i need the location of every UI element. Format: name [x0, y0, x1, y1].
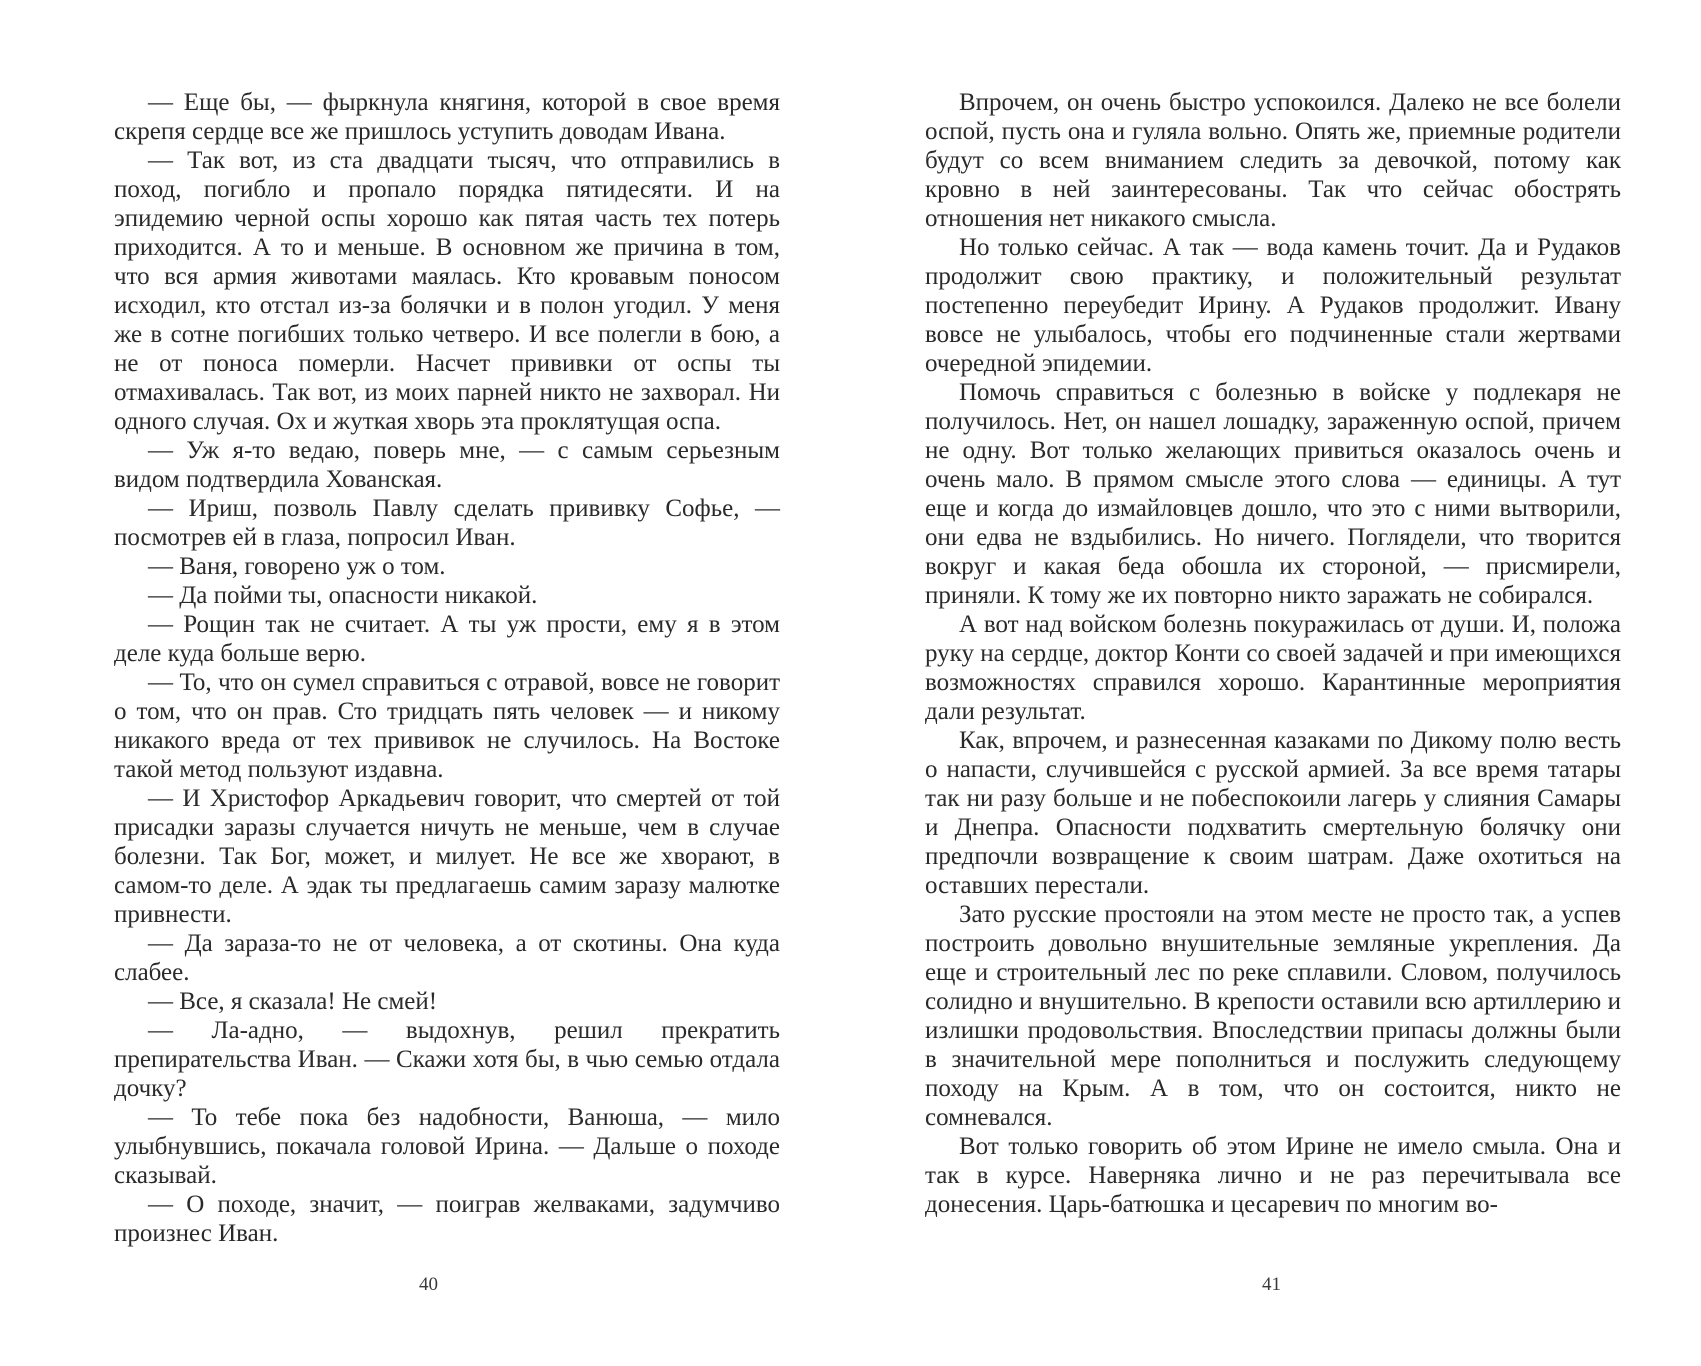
paragraph: — О походе, значит, — поиграв желваками, задумчиво произнес Иван.: [114, 1191, 780, 1247]
paragraph: — Ириш, позволь Павлу сделать прививку Софье, — посмотрев ей в глаза, попросил Иван.: [114, 495, 780, 551]
page-number-left: 40: [419, 1274, 438, 1295]
paragraph: — Уж я-то ведаю, поверь мне, — с самым серьезным видом подтвердила Хованская.: [114, 437, 780, 493]
right-page-text: [925, 88, 1621, 1219]
paragraph: — Все, я сказала! Не смей!: [148, 988, 438, 1015]
paragraph: — Так вот, из ста двадцати тысяч, что отправились в поход, погибло и пропало порядка пятидесяти. И на эпидемию черной оспы хорошо как пятая часть тех потерь приходится. А то и меньше. В основном же причина в том, что вся армия животами маялась. Кто кровавым поносом исходил, кто отстал из-за болячки и в полон угодил. У меня же в сотне погибших только четверо. И все полегли в бою, а не от поноса померли. Насчет прививки от оспы ты отмахивалась. Так вот, из моих парней никто не захворал. Ни одного случая. Ох и жуткая хворь эта проклятущая оспа.: [114, 147, 780, 435]
paragraph: Но только сейчас. А так — вода камень точит. Да и Рудаков продолжит свою практику, и положительный результат постепенно переубедит Ирину. А Рудаков продолжит. Ивану вовсе не улыбалось, чтобы его подчиненные стали жертвами очередной эпидемии.: [925, 234, 1621, 377]
paragraph: — Да зараза-то не от человека, а от скотины. Она куда слабее.: [114, 930, 780, 986]
paragraph: Вот только говорить об этом Ирине не имело смыла. Она и так в курсе. Наверняка лично и не раз перечитывала все донесения. Царь-батюшка и цесаревич по многим во-: [925, 1133, 1621, 1218]
paragraph: Впрочем, он очень быстро успокоился. Далеко не все болели оспой, пусть она и гуляла вольно. Опять же, приемные родители будут со всем вниманием следить за девочкой, потому как кровно в ней заинтересованы. Так что сейчас обострять отношения нет никакого смысла.: [925, 89, 1621, 232]
paragraph: — Ла-адно, — выдохнув, решил прекратить препирательства Иван. — Скажи хотя бы, в чью семью отдала дочку?: [114, 1017, 780, 1102]
right-page: [925, 88, 1621, 1219]
paragraph: — И Христофор Аркадьевич говорит, что смертей от той присадки заразы случается ничуть не меньше, чем в случае болезни. Так Бог, может, и милует. Не все же хворают, в самом-то деле. А эдак ты предлагаешь самим заразу малютке привнести.: [114, 785, 780, 928]
paragraph: — Еще бы, — фыркнула княгиня, которой в свое время скрепя сердце все же пришлось уступить доводам Ивана.: [114, 89, 780, 145]
paragraph: — То тебе пока без надобности, Ванюша, — мило улыбнувшись, покачала головой Ирина. — Дальше о походе сказывай.: [114, 1104, 780, 1189]
left-page: [114, 88, 780, 1248]
paragraph: — Ваня, говорено уж о том.: [148, 553, 446, 580]
paragraph: Как, впрочем, и разнесенная казаками по Дикому полю весть о напасти, случившейся с русской армией. За все время татары так ни разу больше и не побеспокоили лагерь у слияния Самары и Днепра. Опасности подхватить смертельную болячку они предпочли возвращение к своим шатрам. Даже охотиться на оставших перестали.: [925, 727, 1621, 899]
paragraph: — Рощин так не считает. А ты уж прости, ему я в этом деле куда больше верю.: [114, 611, 780, 667]
paragraph: Помочь справиться с болезнью в войске у подлекаря не получилось. Нет, он нашел лошадку, зараженную оспой, причем не одну. Вот только желающих привиться оказалось очень и очень мало. В прямом смысле этого слова — единицы. А тут еще и когда до измайловцев дошло, что это с ними вытворили, они едва не вздыбились. Но ничего. Поглядели, что творится вокруг и какая беда обошла их стороной, — присмирели, приняли. К тому же их повторно никто заражать не собирался.: [925, 379, 1621, 609]
paragraph: — То, что он сумел справиться с отравой, вовсе не говорит о том, что он прав. Сто тридцать пять человек — и никому никакого вреда от тех прививок не случилось. На Востоке такой метод пользуют издавна.: [114, 669, 780, 783]
paragraph: А вот над войском болезнь покуражилась от души. И, положа руку на сердце, доктор Конти со своей задачей и при имеющихся возможностях справился хорошо. Карантинные мероприятия дали результат.: [925, 611, 1621, 725]
paragraph: — Да пойми ты, опасности никакой.: [148, 582, 538, 609]
page-number-right: 41: [1262, 1274, 1281, 1295]
paragraph: Зато русские простояли на этом месте не просто так, а успев построить довольно внушительные земляные укрепления. Да еще и строительный лес по реке сплавили. Словом, получилось солидно и внушительно. В крепости оставили всю артиллерию и излишки продовольствия. Впоследствии припасы должны были в значительной мере пополниться и послужить следующему походу на Крым. А в том, что он состоится, никто не сомневался.: [925, 901, 1621, 1131]
left-page-text: [114, 88, 780, 1248]
